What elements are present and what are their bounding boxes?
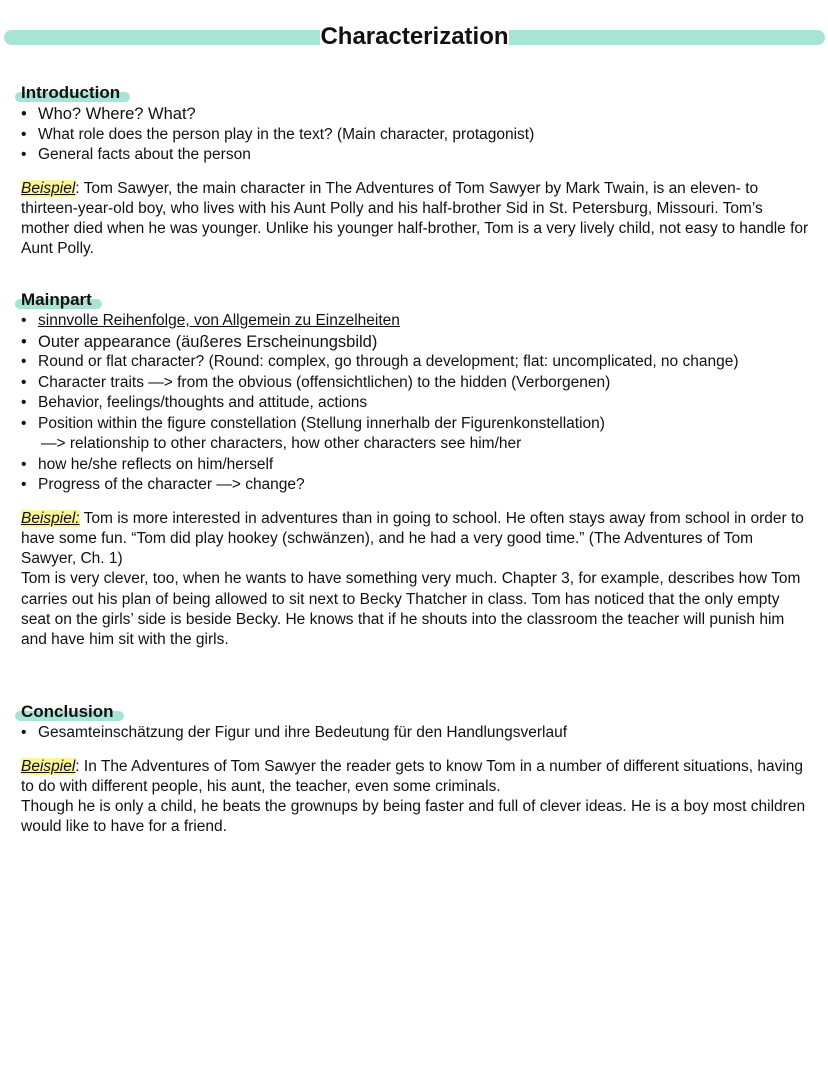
list-item: • Position within the figure constellation (Stellung innerhalb der Figurenkonstellation) — [21, 414, 811, 435]
list-item: • Behavior, feelings/thoughts and attitude, actions — [21, 393, 811, 414]
example-text: : In The Adventures of Tom Sawyer the reader gets to know Tom in a number of different situations, having to do with different people, his aunt, the teacher, even some criminals. — [21, 757, 804, 795]
list-item-continuation: —> relationship to other characters, how other characters see him/her — [41, 435, 522, 452]
page-title: Characterization — [320, 23, 509, 50]
mainpart-example — [21, 509, 811, 570]
example-text: Tom is more interested in adventures than in going to school. He often stays away from school in order to have some fun. “Tom did play hookey (schwänzen), and he had a very good time.” (The Adventures of Tom Sawyer, Ch. 1) — [21, 509, 804, 568]
title-block — [4, 22, 825, 52]
list-item: • General facts about the person — [21, 145, 811, 166]
introduction-section — [21, 83, 811, 260]
conclusion-heading: Conclusion — [21, 702, 114, 722]
list-item: • sinnvolle Reihenfolge, von Allgemein zu Einzelheiten — [21, 311, 811, 332]
conclusion-example — [21, 757, 811, 798]
example-label: Beispiel: — [21, 509, 80, 527]
list-item: • Character traits —> from the obvious (offensichtlichen) to the hidden (Verborgenen) — [21, 373, 811, 394]
conclusion-bullets — [21, 723, 811, 744]
example-label: Beispiel — [21, 757, 76, 775]
example-text: : Tom Sawyer, the main character in The Adventures of Tom Sawyer by Mark Twain, is an eleven- to thirteen-year-old boy, who lives with his Aunt Polly and his half-brother Sid in St. Petersburg, Missouri. Tom’s mother died when he was younger. Unlike his younger half-brother, Tom is a very lively child, not easy to handle for Aunt Polly. — [21, 179, 809, 258]
mainpart-bullets — [21, 311, 811, 496]
conclusion-example-continued: Though he is only a child, he beats the grownups by being faster and full of clever ideas. He is a boy most children would like to have for a friend. — [21, 798, 806, 836]
list-item: • how he/she reflects on him/herself — [21, 455, 811, 476]
list-item: • Who? Where? What? — [21, 104, 811, 125]
list-item: • Gesamteinschätzung der Figur und ihre Bedeutung für den Handlungsverlauf — [21, 723, 811, 744]
list-item: • Outer appearance (äußeres Erscheinungsbild) — [21, 332, 811, 353]
mainpart-heading: Mainpart — [21, 290, 92, 310]
list-item: • What role does the person play in the text? (Main character, protagonist) — [21, 125, 811, 146]
mainpart-section — [21, 290, 811, 651]
conclusion-section — [21, 702, 811, 838]
introduction-bullets — [21, 104, 811, 166]
introduction-example — [21, 179, 811, 260]
introduction-heading: Introduction — [21, 83, 120, 103]
mainpart-example-continued: Tom is very clever, too, when he wants to have something very much. Chapter 3, for example, describes how Tom carries out his plan of being allowed to sit next to Becky Thatcher in class. Tom has noticed that the only empty seat on the girls’ side is beside Becky. He knows that if he shouts into the classroom the teacher will punish him and have him sit with the girls. — [21, 570, 801, 649]
list-item: • Round or flat character? (Round: complex, go through a development; flat: uncomplicated, no change) — [21, 352, 811, 373]
list-item: • Progress of the character —> change? — [21, 475, 811, 496]
example-label: Beispiel — [21, 179, 76, 197]
